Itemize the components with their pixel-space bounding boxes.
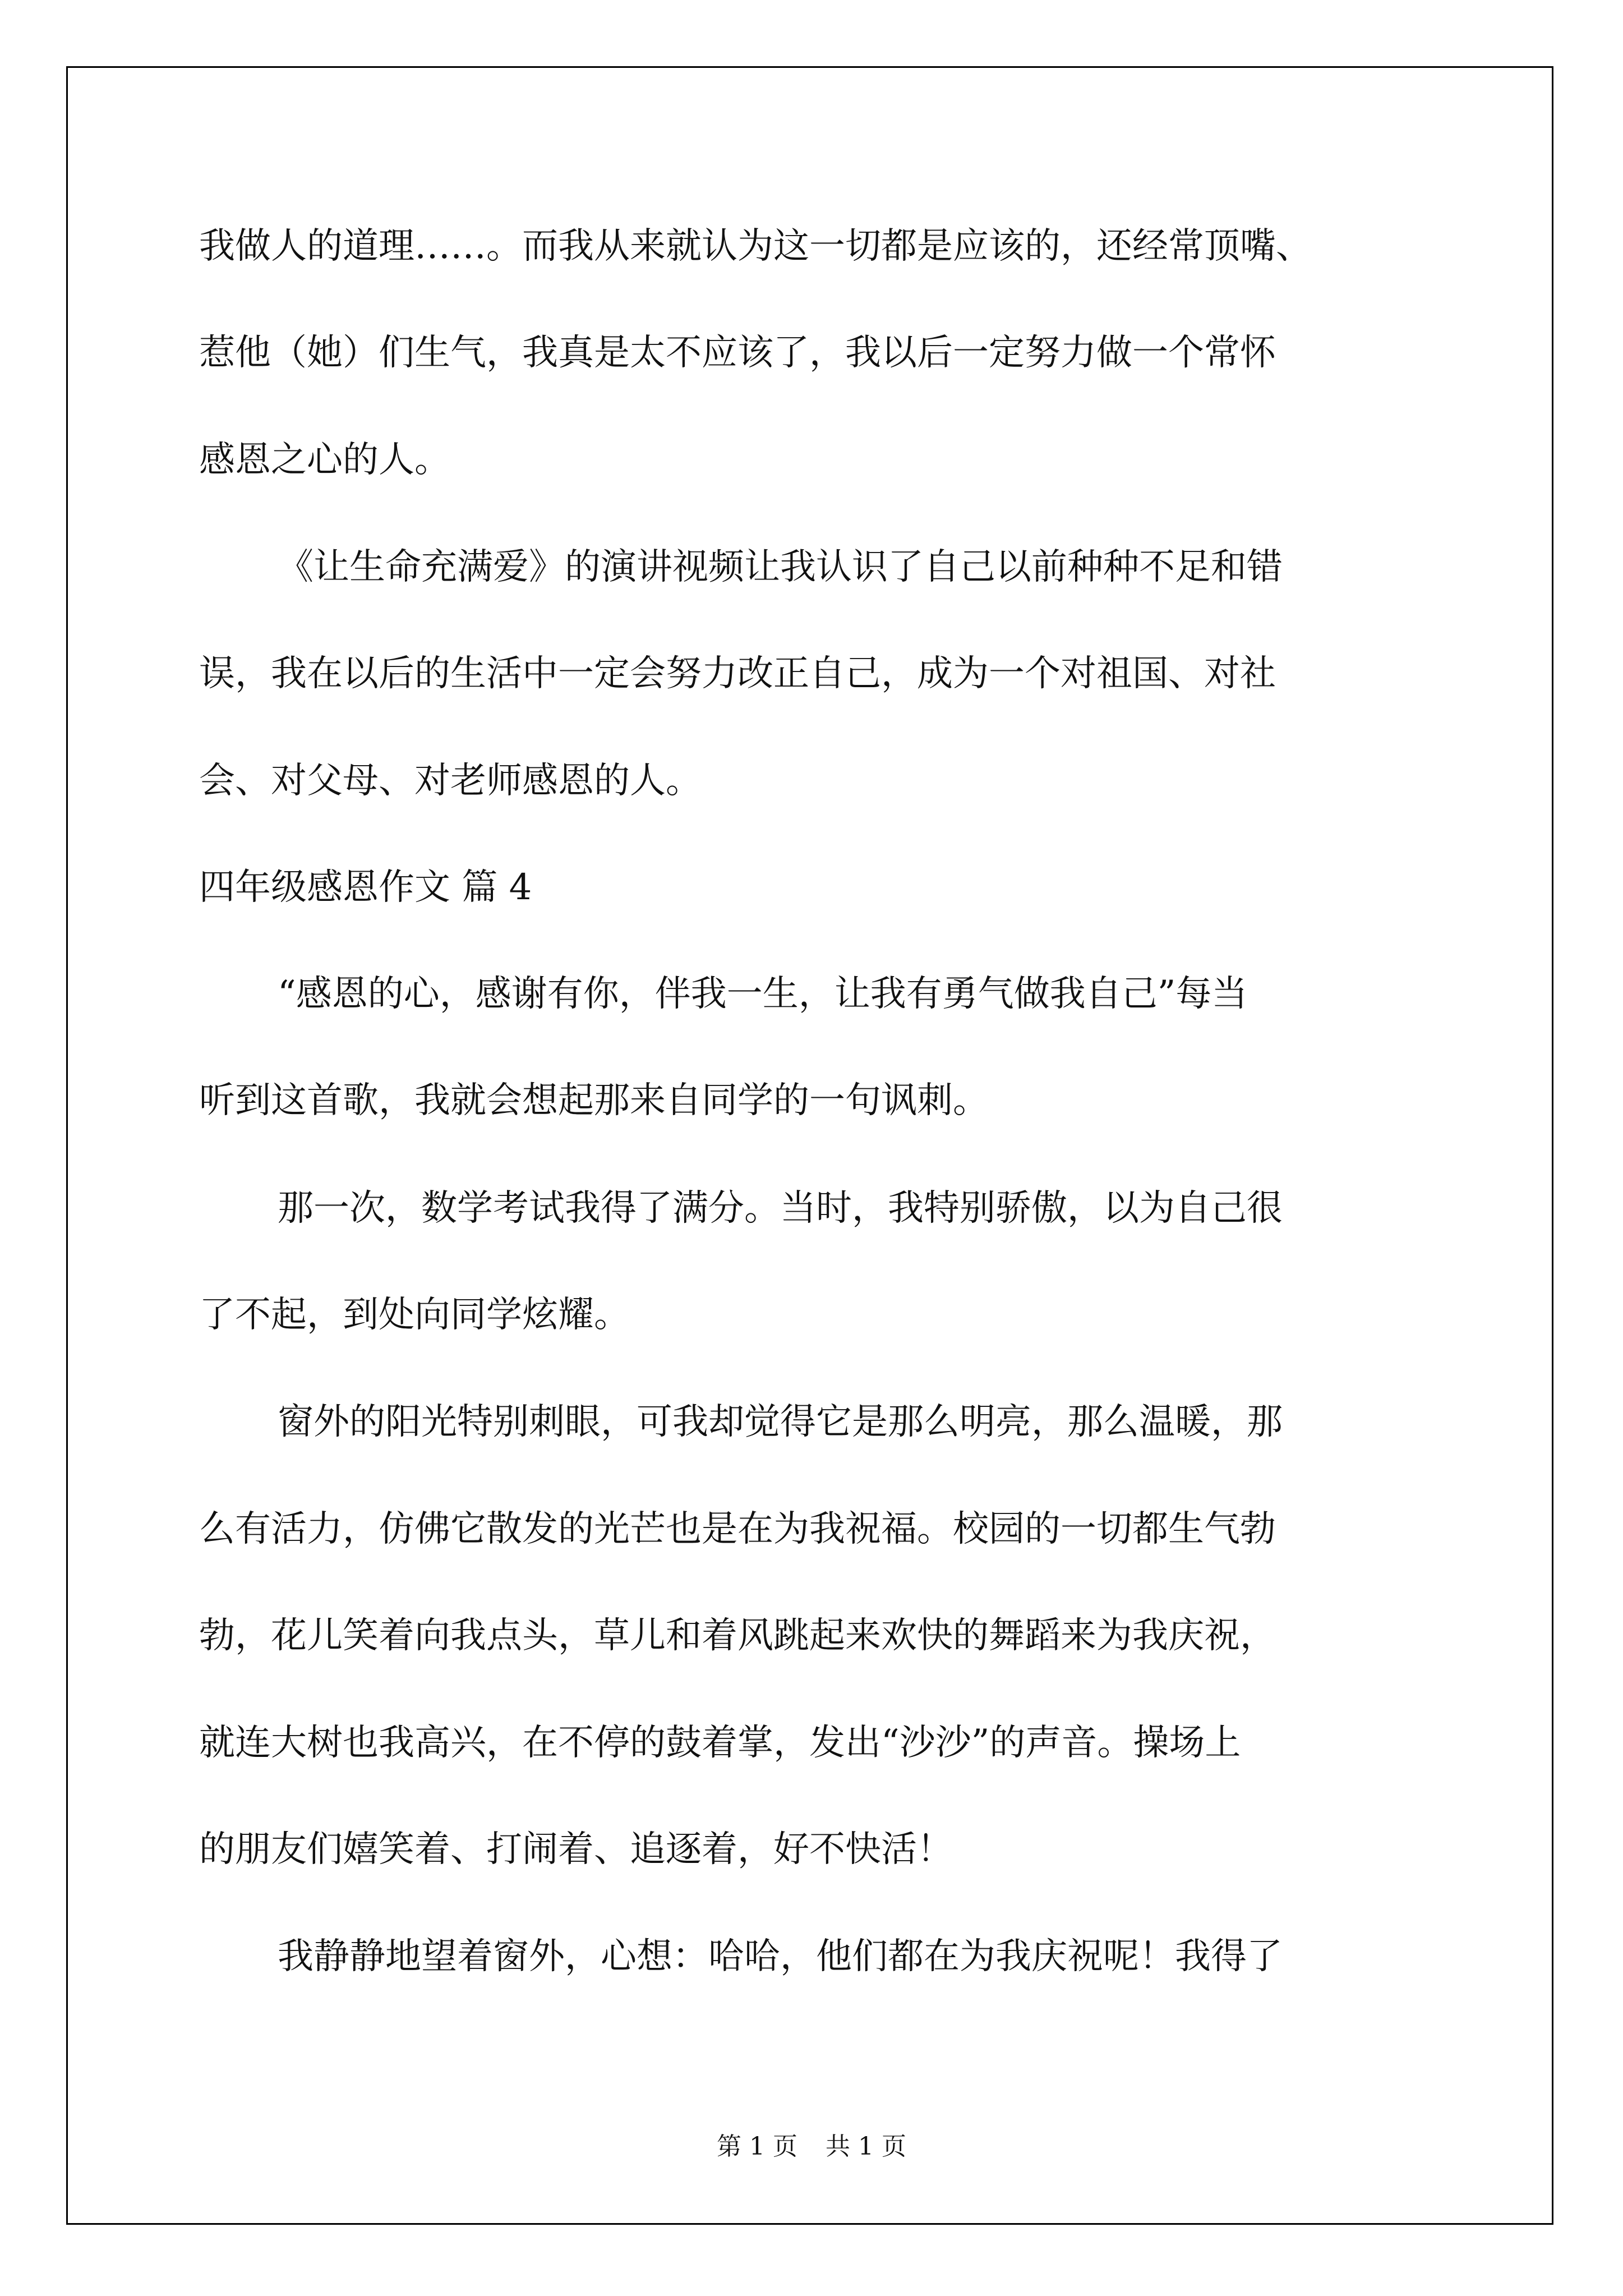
text-line: 就连大树也我高兴，在不停的鼓着掌，发出“沙沙”的声音。操场上 bbox=[199, 1722, 1241, 1764]
page-border bbox=[66, 66, 1553, 2225]
total-page-count: 共 1 页 bbox=[826, 2132, 906, 2161]
text-line: 了不起，到处向同学炫耀。 bbox=[199, 1294, 630, 1336]
text-line: 勃，花儿笑着向我点头，草儿和着风跳起来欢快的舞蹈来为我庆祝， bbox=[199, 1615, 1276, 1657]
paragraph-start-line: 那一次，数学考试我得了满分。当时，我特别骄傲，以为自己很 bbox=[278, 1188, 1283, 1229]
text-line: 我做人的道理……。而我从来就认为这一切都是应该的，还经常顶嘴、 bbox=[199, 226, 1312, 267]
text-line: 么有活力，仿佛它散发的光芒也是在为我祝福。校园的一切都生气勃 bbox=[199, 1508, 1276, 1550]
text-line: 感恩之心的人。 bbox=[199, 439, 450, 481]
text-line: 会、对父母、对老师感恩的人。 bbox=[199, 760, 702, 802]
paragraph-start-line: 窗外的阳光特别刺眼，可我却觉得它是那么明亮，那么温暖，那 bbox=[278, 1401, 1283, 1443]
text-line: 误，我在以后的生活中一定会努力改正自己，成为一个对祖国、对社 bbox=[199, 653, 1276, 694]
text-line: 听到这首歌，我就会想起那来自同学的一句讽刺。 bbox=[199, 1080, 989, 1121]
paragraph-start-line: “感恩的心，感谢有你，伴我一生，让我有勇气做我自己”每当 bbox=[278, 973, 1248, 1015]
paragraph-start-line: 《让生命充满爱》的演讲视频让我认识了自己以前种种不足和错 bbox=[278, 546, 1283, 588]
section-heading: 四年级感恩作文 篇 4 bbox=[199, 867, 532, 908]
text-line: 惹他（她）们生气，我真是太不应该了，我以后一定努力做一个常怀 bbox=[199, 332, 1276, 374]
current-page-number: 第 1 页 bbox=[717, 2132, 797, 2161]
paragraph-start-line: 我静静地望着窗外，心想：哈哈，他们都在为我庆祝呢！我得了 bbox=[278, 1936, 1283, 1977]
page-footer bbox=[0, 2126, 1623, 2162]
text-line: 的朋友们嬉笑着、打闹着、追逐着，好不快活！ bbox=[199, 1829, 953, 1870]
